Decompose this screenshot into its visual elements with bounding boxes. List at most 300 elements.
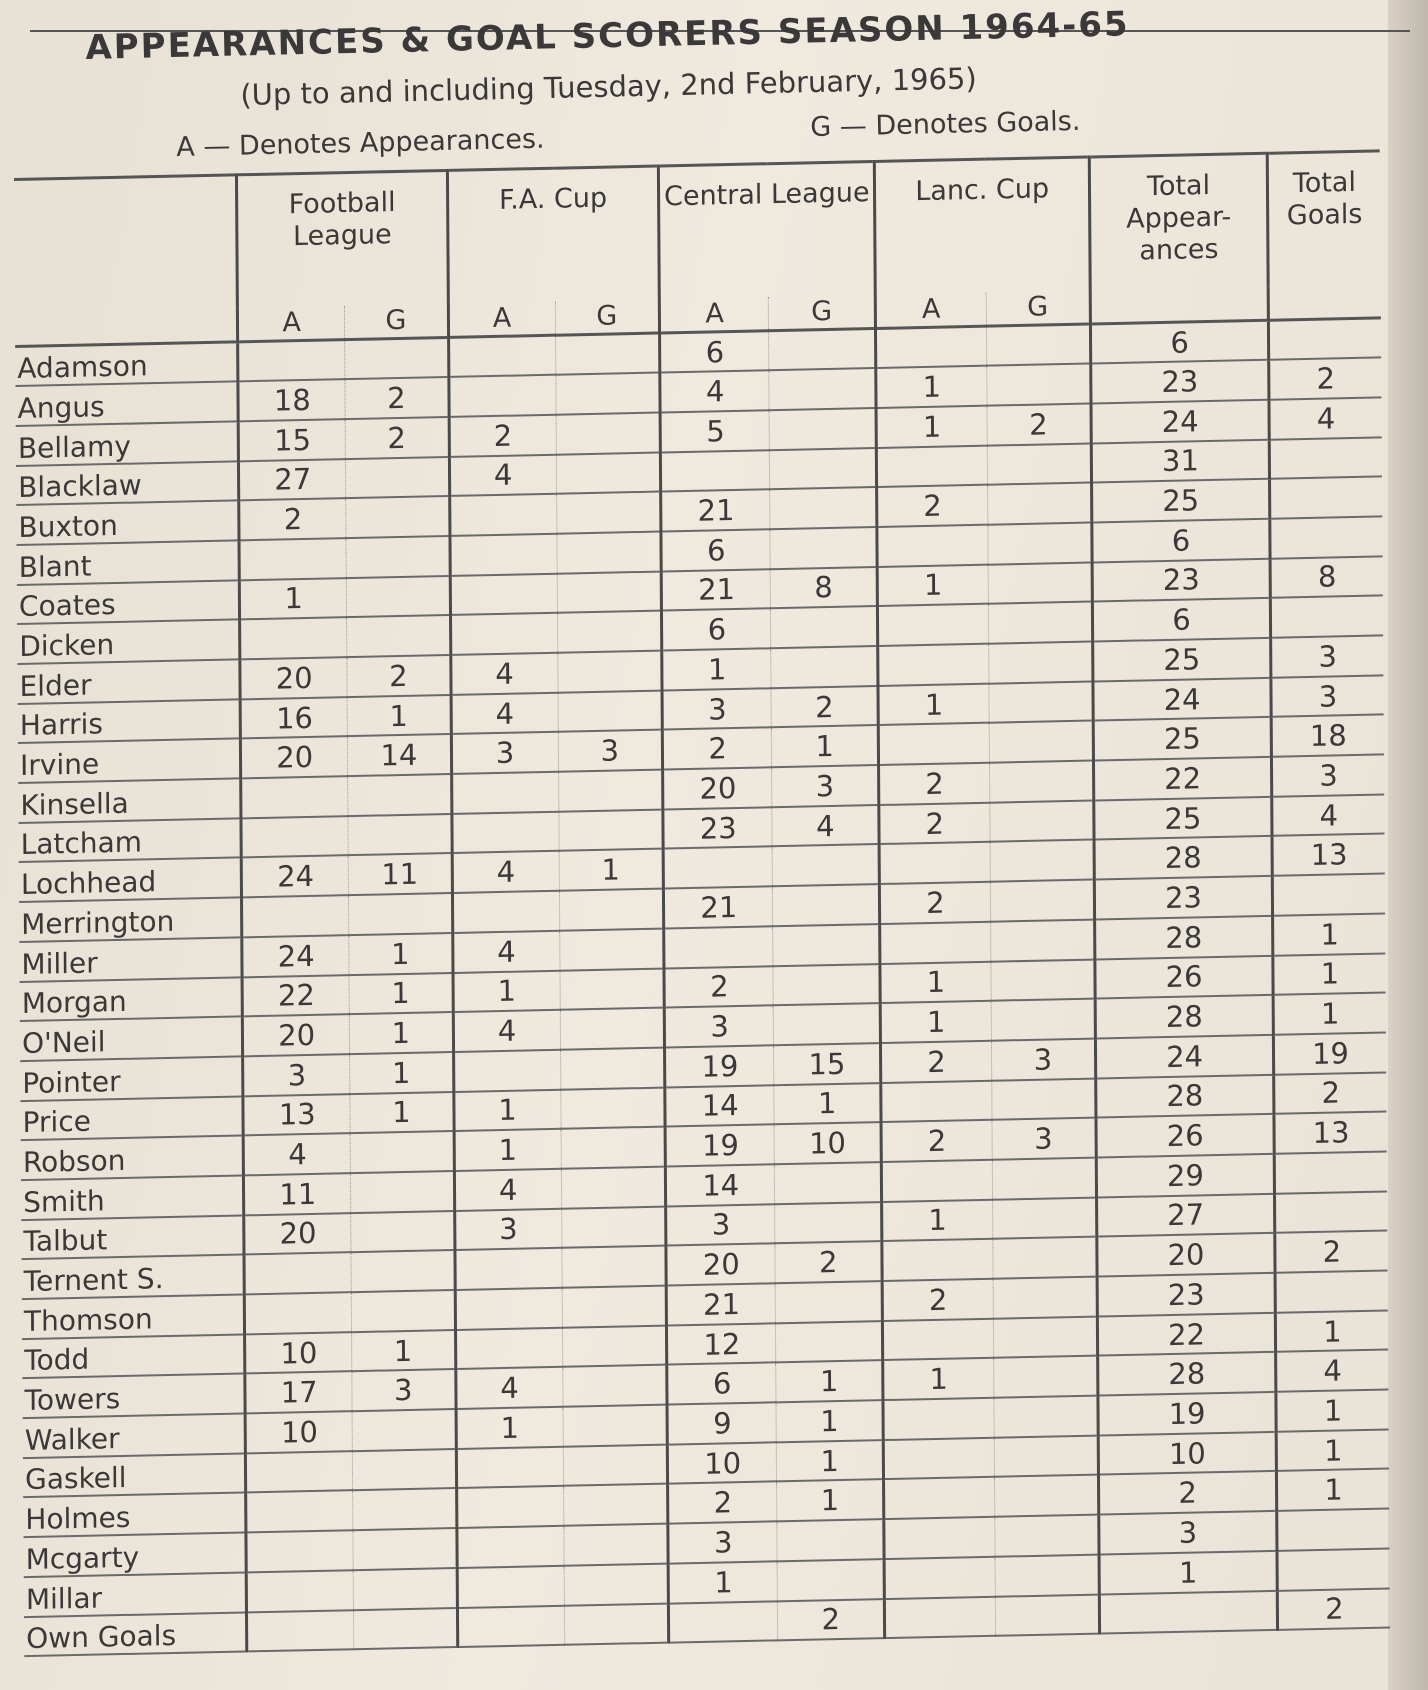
cell-total-g [1270,516,1383,558]
cell-fa-a [457,1605,564,1647]
cell-fl-g: 2 [345,377,449,419]
cell-fl-g: 1 [349,933,453,975]
cell-fa-g [557,611,662,653]
cell-fa-a [455,1288,562,1330]
cell-total-a: 22 [1098,1313,1276,1356]
cell-lc-g [989,800,1094,842]
cell-total-a: 23 [1091,360,1269,403]
cell-cl-g: 1 [776,1360,883,1402]
cell-cl-a: 12 [667,1323,776,1365]
player-name: Miller [21,945,98,981]
cell-cl-a: 6 [667,1363,776,1405]
cell-fl-a: 16 [240,697,347,739]
cell-cl-g: 4 [772,805,879,847]
cell-lc-g [990,959,1095,1001]
cell-total-a: 31 [1091,439,1269,482]
cell-lc-a [883,1318,994,1360]
cell-fa-g [563,1405,668,1447]
cell-cl-a: 6 [660,331,769,373]
cell-fa-g [558,770,663,812]
header-football-league: Football League [237,170,448,308]
cell-total-g [1270,596,1383,638]
cell-fl-g [346,576,450,618]
cell-total-a: 25 [1094,797,1272,840]
cell-lc-a [877,525,988,567]
stats-table-wrapper [14,149,1404,1657]
header-fa-cup: F.A. Cup [447,166,659,304]
cell-cl-a: 3 [668,1521,777,1563]
cell-lc-a [884,1477,995,1519]
cell-cl-g [771,606,878,648]
cell-lc-g [987,443,1092,485]
cell-cl-g [772,844,879,886]
cell-fl-a [238,340,345,382]
cell-fa-g [560,1047,665,1089]
cell-fa-a [450,534,557,576]
cell-total-a: 25 [1093,717,1271,760]
cell-lc-a [883,1438,994,1480]
cell-lc-g: 3 [992,1118,1097,1160]
cell-fl-a: 18 [238,379,345,421]
player-name: Adamson [17,349,148,386]
player-name: Pointer [22,1064,121,1100]
cell-fl-g [346,536,450,578]
cell-total-g [1268,318,1381,360]
cell-lc-a [884,1517,995,1559]
cell-total-a: 24 [1091,400,1269,443]
player-name: Walker [24,1421,120,1457]
cell-fa-a: 4 [452,851,559,893]
cell-fl-a: 20 [240,657,347,699]
cell-cl-a: 2 [664,966,773,1008]
cell-fa-g [564,1563,669,1605]
cell-cl-a [664,926,773,968]
cell-lc-a [881,1080,992,1122]
cell-lc-a: 1 [882,1199,993,1241]
cell-fl-g: 3 [352,1369,456,1411]
cell-fl-g [350,1131,454,1173]
cell-total-g: 3 [1271,754,1384,796]
cell-cl-g: 1 [777,1440,884,1482]
cell-total-g [1275,1270,1388,1312]
cell-cl-a: 6 [662,609,771,651]
cell-total-g [1277,1548,1390,1590]
cell-cl-a: 2 [662,728,771,770]
cell-total-a: 24 [1093,677,1271,720]
cell-lc-a: 1 [876,366,987,408]
cell-fa-g [562,1325,667,1367]
player-name: Blant [18,549,92,584]
cell-fl-g [354,1608,458,1650]
cell-fl-g: 1 [349,972,453,1014]
player-name: Towers [24,1382,121,1418]
cell-total-g: 8 [1270,556,1383,598]
cell-cl-a: 21 [666,1283,775,1325]
cell-lc-g [993,1277,1098,1319]
cell-fa-a: 1 [454,1129,561,1171]
cell-lc-g [986,324,1091,366]
cell-cl-g: 2 [778,1599,885,1641]
cell-lc-a: 1 [880,1001,991,1043]
player-name: Price [22,1104,92,1140]
cell-lc-g [987,522,1092,564]
player-name: Gaskell [24,1461,127,1497]
cell-lc-a [884,1557,995,1599]
cell-fl-a [240,617,347,659]
cell-fl-g: 1 [350,1052,454,1094]
cell-fa-g [556,452,661,494]
header-cl-a: A [659,297,768,333]
header-fa-g: G [555,300,660,336]
cell-fl-a [245,1292,352,1334]
cell-fl-a [241,816,348,858]
cell-fa-g [558,690,663,732]
player-name: Morgan [21,985,127,1021]
cell-fa-a [453,1050,560,1092]
cell-fa-a [455,1248,562,1290]
cell-total-a: 19 [1098,1392,1276,1435]
header-fa-a: A [448,302,555,338]
cell-cl-g: 3 [772,765,879,807]
cell-fl-a: 11 [244,1173,351,1215]
cell-fa-a: 1 [454,1089,561,1131]
cell-lc-g [989,761,1094,803]
player-name: O'Neil [21,1025,106,1060]
cell-fl-g: 1 [350,1092,454,1134]
cell-lc-a: 1 [877,564,988,606]
cell-lc-g [993,1316,1098,1358]
cell-fa-g [556,492,661,534]
cell-lc-a: 2 [877,485,988,527]
cell-fa-g [563,1444,668,1486]
cell-fa-a: 4 [455,1367,562,1409]
cell-fl-g [351,1211,455,1253]
cell-lc-a: 2 [880,882,991,924]
cell-total-a: 10 [1098,1432,1276,1475]
cell-lc-g [988,562,1093,604]
cell-lc-g [993,1356,1098,1398]
cell-fa-g [560,968,665,1010]
cell-cl-g [774,1003,881,1045]
cell-cl-a: 14 [666,1164,775,1206]
cell-cl-a [663,847,772,889]
cell-total-a: 26 [1096,1114,1274,1157]
cell-fl-g [346,457,450,499]
cell-fl-a: 10 [245,1411,352,1453]
cell-fa-g [559,928,664,970]
cell-total-g [1277,1509,1390,1551]
cell-lc-a [880,922,991,964]
cell-total-a: 28 [1094,836,1272,879]
cell-total-a: 25 [1093,638,1271,681]
cell-lc-a [877,445,988,487]
player-name: Millar [25,1580,103,1616]
cell-cl-a: 21 [664,886,773,928]
cell-cl-a: 1 [668,1561,777,1603]
cell-cl-a: 20 [663,767,772,809]
cell-cl-g [775,1202,882,1244]
cell-total-a: 26 [1095,955,1273,998]
cell-fl-a [246,1570,353,1612]
cell-total-g: 1 [1273,993,1386,1035]
cell-lc-g [995,1554,1100,1596]
cell-total-a: 1 [1099,1551,1277,1594]
header-player-sub [15,308,238,346]
cell-lc-a: 1 [880,961,991,1003]
cell-lc-g [987,483,1092,525]
page-subtitle: (Up to and including Tuesday, 2nd February, 1965) [240,61,978,112]
cell-total-a: 6 [1091,320,1269,363]
cell-total-a [1099,1590,1277,1633]
cell-fl-a: 2 [239,498,346,540]
cell-lc-g [990,880,1095,922]
cell-total-g: 4 [1269,397,1382,439]
cell-fa-a [456,1486,563,1528]
player-name: Coates [18,588,116,624]
cell-cl-g [776,1321,883,1363]
cell-lc-a: 2 [879,802,990,844]
cell-lc-g [992,1197,1097,1239]
cell-lc-g [992,1157,1097,1199]
appearances-goals-table [14,149,1390,1657]
cell-cl-g [775,1162,882,1204]
cell-lc-g [994,1515,1099,1557]
cell-fa-a [449,375,556,417]
cell-lc-g [994,1475,1099,1517]
cell-cl-a: 21 [661,569,770,611]
cell-cl-g [773,924,880,966]
cell-fl-g: 1 [352,1330,456,1372]
cell-total-a: 28 [1098,1352,1276,1395]
cell-total-g: 1 [1275,1310,1388,1352]
cell-lc-a: 2 [881,1120,992,1162]
cell-fl-g [345,337,449,379]
cell-fl-g [353,1528,457,1570]
page-title: APPEARANCES & GOAL SCORERS SEASON 1964-65 [85,4,1130,68]
cell-cl-g [769,408,876,450]
cell-total-a: 3 [1099,1511,1277,1554]
cell-total-g [1269,437,1382,479]
cell-cl-a [661,450,770,492]
cell-fa-a [451,772,558,814]
cell-fa-g [556,531,661,573]
cell-cl-a: 3 [664,1005,773,1047]
cell-fa-g [555,333,660,375]
cell-fl-g: 11 [348,853,452,895]
cell-cl-a: 4 [660,370,769,412]
cell-lc-a [876,326,987,368]
cell-fl-a [246,1451,353,1493]
cell-fl-a: 3 [243,1054,350,1096]
cell-lc-g: 2 [987,403,1092,445]
cell-cl-a: 6 [661,529,770,571]
cell-fa-g [560,1008,665,1050]
cell-cl-a: 19 [665,1125,774,1167]
cell-lc-a [882,1239,993,1281]
cell-cl-a: 23 [663,807,772,849]
player-name: Irvine [19,747,100,783]
cell-fl-g [351,1250,455,1292]
cell-total-a: 6 [1093,598,1271,641]
cell-total-a: 25 [1092,479,1270,522]
cell-fa-g [561,1206,666,1248]
cell-lc-g [991,999,1096,1041]
player-name: Robson [22,1143,126,1179]
cell-cl-a: 5 [660,410,769,452]
cell-fl-a: 24 [242,935,349,977]
cell-fl-g: 2 [345,417,449,459]
legend-goals: G — Denotes Goals. [810,105,1081,143]
cell-lc-g: 3 [991,1038,1096,1080]
cell-fa-a [449,494,556,536]
player-name: Latcham [20,825,143,862]
cell-lc-a [879,842,990,884]
cell-total-a: 28 [1095,916,1273,959]
cell-fa-g [563,1524,668,1566]
cell-lc-g [990,840,1095,882]
cell-cl-g: 8 [771,567,878,609]
cell-total-a: 29 [1096,1154,1274,1197]
cell-fl-a: 27 [239,459,346,501]
cell-lc-g [995,1594,1100,1636]
cell-fa-a: 4 [452,931,559,973]
cell-fa-g: 3 [558,730,663,772]
player-name: Smith [23,1183,105,1219]
cell-cl-g: 1 [772,725,879,767]
cell-fa-a: 3 [454,1208,561,1250]
cell-lc-a [882,1160,993,1202]
cell-fa-g [561,1246,666,1288]
cell-fa-a [450,573,557,615]
cell-lc-a [878,644,989,686]
cell-fl-a [239,538,346,580]
cell-cl-a: 10 [667,1442,776,1484]
cell-fl-a: 10 [245,1332,352,1374]
cell-fl-g [349,893,453,935]
cell-lc-g [988,602,1093,644]
cell-total-a: 28 [1095,995,1273,1038]
cell-cl-g: 1 [777,1480,884,1522]
cell-total-a: 22 [1094,757,1272,800]
cell-fa-g [556,412,661,454]
cell-lc-a: 2 [882,1279,993,1321]
cell-total-g: 1 [1276,1469,1389,1511]
player-name: Buxton [18,508,118,544]
cell-cl-g [769,328,876,370]
cell-lc-g [993,1396,1098,1438]
cell-total-g [1272,874,1385,916]
cell-fl-g [353,1488,457,1530]
cell-fl-a: 13 [243,1094,350,1136]
cell-fa-a: 4 [454,1169,561,1211]
cell-total-g: 3 [1271,635,1384,677]
cell-fl-a [242,895,349,937]
cell-fa-a [457,1566,564,1608]
cell-cl-g [770,448,877,490]
cell-fl-g [351,1290,455,1332]
cell-fa-a [456,1447,563,1489]
cell-lc-a: 1 [883,1358,994,1400]
player-name: Kinsella [20,786,129,822]
cell-lc-g [994,1435,1099,1477]
cell-fl-a: 4 [243,1133,350,1175]
cell-total-a: 23 [1094,876,1272,919]
cell-total-g: 1 [1276,1390,1389,1432]
cell-fl-g: 1 [349,1012,453,1054]
cell-total-g: 1 [1276,1429,1389,1471]
cell-fa-g [557,651,662,693]
cell-lc-g [986,364,1091,406]
header-total-appearances: Total Appear- ances [1089,153,1268,324]
player-name: Bellamy [17,429,131,465]
cell-fl-g [347,615,451,657]
cell-cl-g: 1 [774,1083,881,1125]
header-fl-a: A [238,306,345,342]
cell-fa-a: 2 [449,415,556,457]
cell-total-g [1274,1151,1387,1193]
cell-total-g: 18 [1271,715,1384,757]
cell-total-a: 23 [1097,1273,1275,1316]
cell-total-g: 2 [1277,1588,1390,1630]
cell-fa-g [562,1365,667,1407]
cell-fl-g [353,1449,457,1491]
cell-fl-a [241,776,348,818]
cell-fa-a: 4 [453,1010,560,1052]
cell-lc-g [988,642,1093,684]
player-name: Elder [19,668,92,703]
cell-lc-g [988,681,1093,723]
cell-fa-a [457,1526,564,1568]
cell-cl-a: 3 [666,1204,775,1246]
cell-cl-g: 15 [774,1043,881,1085]
cell-cl-g: 10 [774,1122,881,1164]
cell-lc-a: 2 [881,1041,992,1083]
player-name: Lochhead [20,865,157,902]
cell-total-a: 28 [1096,1074,1274,1117]
cell-fa-g [564,1603,669,1645]
cell-fa-g [560,1087,665,1129]
cell-cl-g [769,368,876,410]
cell-cl-g [773,884,880,926]
cell-fa-g [558,809,663,851]
cell-cl-g: 2 [775,1241,882,1283]
cell-cl-g [771,646,878,688]
cell-cl-a: 2 [668,1482,777,1524]
cell-cl-g [775,1281,882,1323]
player-name: Angus [17,390,105,425]
cell-lc-g [990,919,1095,961]
cell-fl-a: 15 [238,419,345,461]
cell-fa-g [561,1127,666,1169]
cell-fl-g [348,814,452,856]
cell-lc-a [878,723,989,765]
cell-cl-g [773,964,880,1006]
player-name: Talbut [23,1223,108,1259]
cell-total-a: 20 [1097,1233,1275,1276]
cell-total-g: 2 [1269,358,1382,400]
cell-fl-a: 22 [242,975,349,1017]
header-lanc-cup: Lanc. Cup [875,157,1091,295]
cell-cl-a: 19 [665,1045,774,1087]
player-name: Todd [24,1343,90,1378]
cell-fl-a [244,1252,351,1294]
cell-total-a: 6 [1092,519,1270,562]
cell-fl-a [247,1610,354,1652]
header-central-league: Central League [659,161,876,299]
cell-fa-g [555,373,660,415]
player-name: Own Goals [26,1619,177,1656]
cell-fa-g: 1 [559,849,664,891]
